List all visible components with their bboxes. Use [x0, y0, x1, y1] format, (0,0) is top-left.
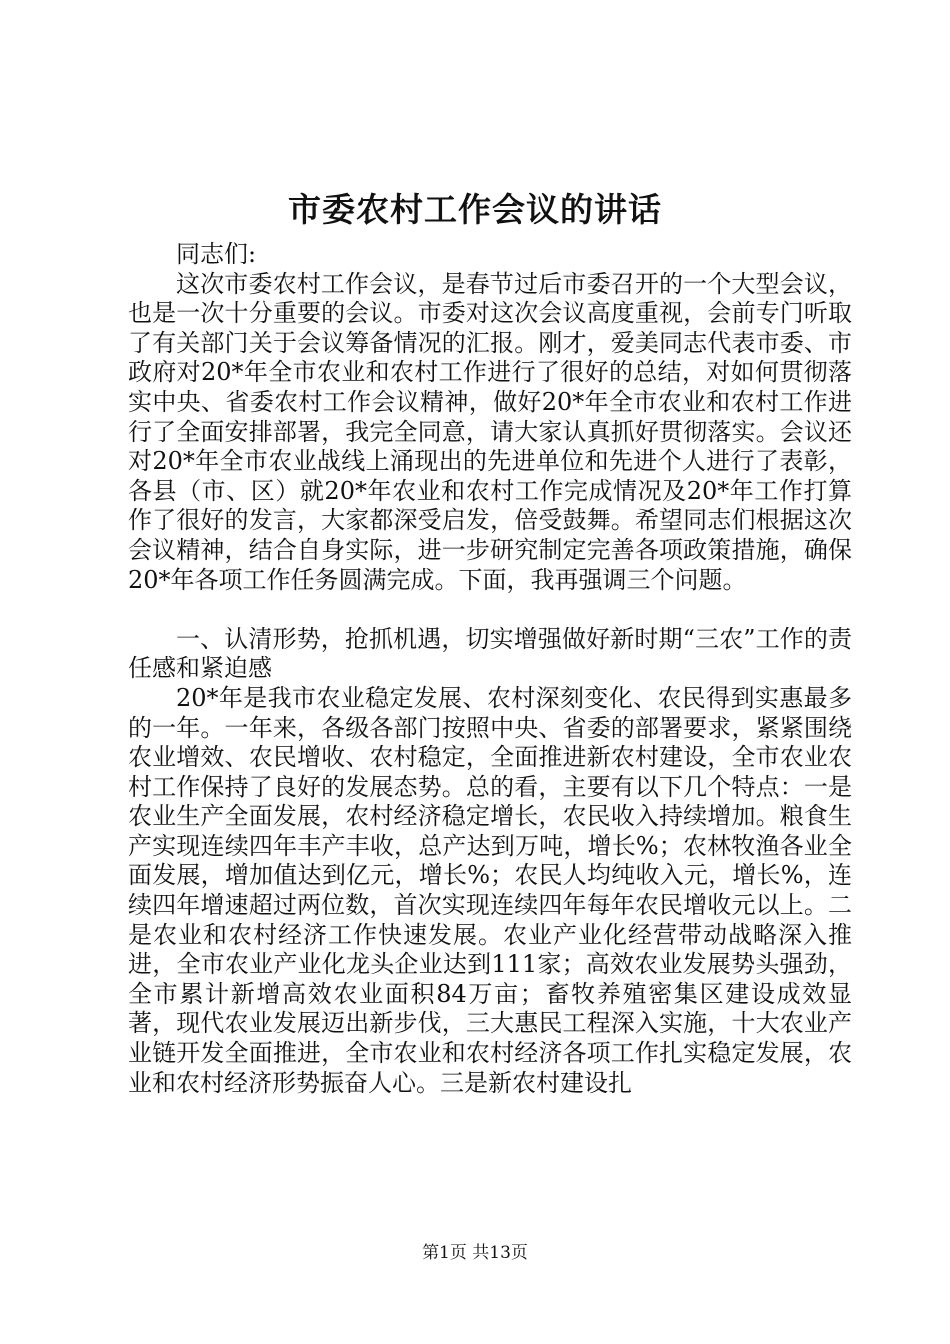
- salutation: 同志们:: [176, 240, 257, 268]
- section-heading: 一、认清形势，抢抓机遇，切实增强做好新时期“三农”工作的责任感和紧迫感: [128, 624, 852, 683]
- page-footer: 第1页 共13页: [422, 1243, 528, 1263]
- paragraph: 20*年是我市农业稳定发展、农村深刻变化、农民得到实惠最多的一年。一年来，各级各部门按照中央、省委的部署要求，紧紧围绕农业增效、农民增收、农村稳定，全面推进新农村建设，全市农业农村工作保持了良好的发展态势。总的看，主要有以下几个特点：一是农业生产全面发展，农村经济稳定增长，农民收入持续增加。粮食生产实现连续四年丰产丰收，总产达到万吨，增长%；农林牧渔各业全面发展，增加值达到亿元，增长%；农民人均纯收入元，增长%，连续四年增速超过两位数，首次实现连续四年每年农民增收元以上。二是农业和农村经济工作快速发展。农业产业化经营带动战略深入推进，全市农业产业化龙头企业达到111家；高效农业发展势头强劲，全市累计新增高效农业面积84万亩；畜牧养殖密集区建设成效显著，现代农业发展迈出新步伐，三大惠民工程深入实施，十大农业产业链开发全面推进，全市农业和农村经济各项工作扎实稳定发展，农业和农村经济形势振奋人心。三是新农村建设扎: [128, 683, 852, 1097]
- paragraph: 这次市委农村工作会议，是春节过后市委召开的一个大型会议，也是一次十分重要的会议。市委对这次会议高度重视，会前专门听取了有关部门关于会议筹备情况的汇报。刚才，爱美同志代表市委、市政府对20*年全市农业和农村工作进行了很好的总结，对如何贯彻落实中央、省委农村工作会议精神，做好20*年全市农业和农村工作进行了全面安排部署，我完全同意，请大家认真抓好贯彻落实。会议还对20*年全市农业战线上涌现出的先进单位和先进个人进行了表彰，各县（市、区）就20*年农业和农村工作完成情况及20*年工作打算作了很好的发言，大家都深受启发，倍受鼓舞。希望同志们根据这次会议精神，结合自身实际，进一步研究制定完善各项政策措施，确保20*年各项工作任务圆满完成。下面，我再强调三个问题。: [128, 269, 852, 594]
- document-title: 市委农村工作会议的讲话: [288, 190, 662, 229]
- document-body: [128, 240, 852, 1098]
